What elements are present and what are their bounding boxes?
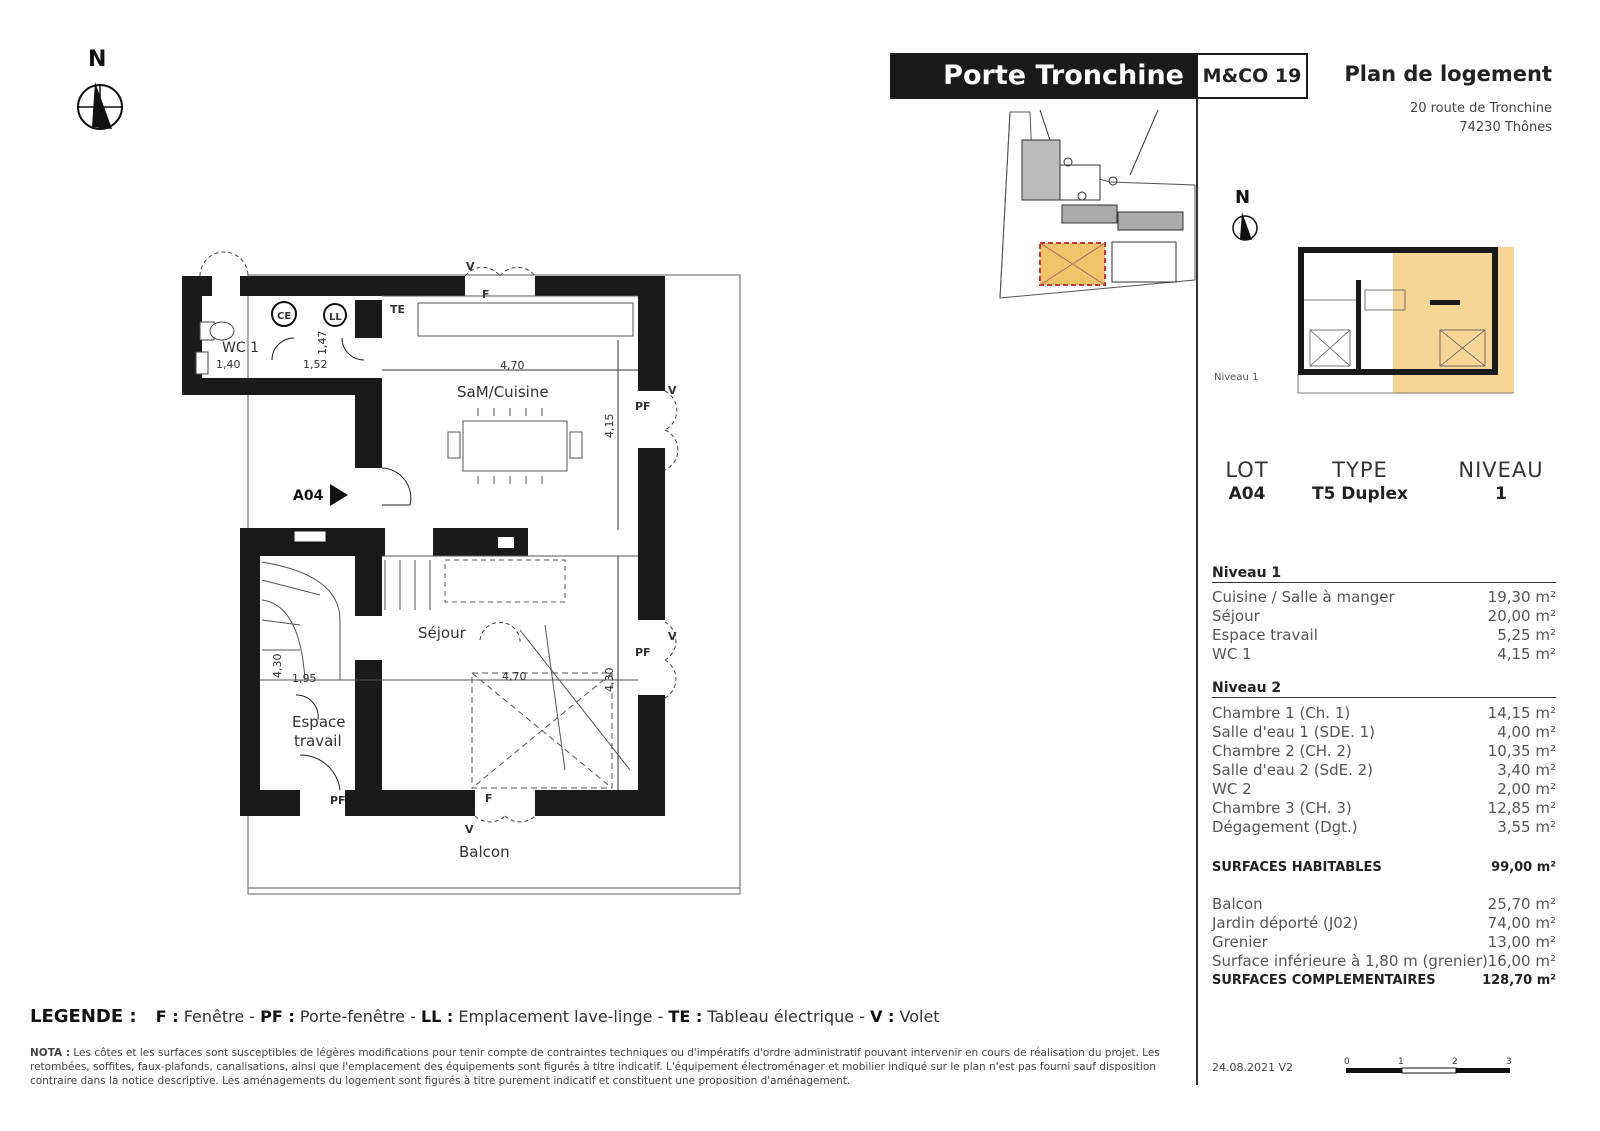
legend-text: Volet bbox=[899, 1007, 940, 1026]
key-plan-level-label: Niveau 1 bbox=[1214, 372, 1259, 383]
surface-value: 74,00 m² bbox=[1487, 914, 1556, 932]
label-te: TE bbox=[390, 303, 406, 316]
scale-tick-3: 3 bbox=[1506, 1057, 1512, 1067]
level-column bbox=[1446, 458, 1556, 504]
surface-label: Salle d'eau 1 (SDE. 1) bbox=[1212, 723, 1376, 741]
level-value: 1 bbox=[1495, 484, 1507, 504]
scale-tick-0: 0 bbox=[1344, 1057, 1350, 1067]
scale-tick-2: 2 bbox=[1452, 1057, 1458, 1067]
label-espace-1: Espace bbox=[292, 713, 346, 731]
nota-text: Les côtes et les surfaces sont susceptibles de légères modifications pour tenir compte de contraintes techniques ou d'impératifs d'ordre administratif pouvant intervenir en cours de réalisation du projet. Les retombées, soffites, faux-plafonds, canalisations, ainsi que l'emplacement des équipements sont figurés à titre indicatif. L'équipement électroménager et mobilier indiqué sur le plan n'est pas fourni sauf disposition contraire dans la notice descriptive. Les aménagements du logement sont figurés à titre purement indicatif et constituent une proposition d'aménagement. bbox=[30, 1047, 1160, 1087]
label-ll: LL bbox=[329, 312, 342, 323]
surface-value: 19,30 m² bbox=[1487, 588, 1556, 606]
surface-label: Grenier bbox=[1212, 933, 1268, 951]
dim-sejour-width: 4,70 bbox=[502, 670, 527, 683]
surface-value: 3,40 m² bbox=[1497, 761, 1556, 779]
lot-header: LOT bbox=[1225, 458, 1269, 482]
surface-value: 14,15 m² bbox=[1487, 704, 1556, 722]
nota bbox=[30, 1046, 1190, 1088]
surface-value: 12,85 m² bbox=[1487, 799, 1556, 817]
label-sejour: Séjour bbox=[418, 624, 466, 642]
dim-sam-height: 4,15 bbox=[603, 413, 616, 438]
legend-title: LEGENDE : bbox=[30, 1006, 137, 1027]
surface-value: 3,55 m² bbox=[1497, 818, 1556, 836]
doc-title: Plan de logement bbox=[1344, 62, 1552, 86]
column-divider bbox=[1196, 99, 1198, 1085]
label-ce: CE bbox=[277, 311, 292, 322]
dim-espace-width: 1,95 bbox=[292, 672, 317, 685]
label-balcon: Balcon bbox=[459, 843, 510, 861]
level-header: NIVEAU bbox=[1458, 458, 1544, 482]
label-sam: SaM/Cuisine bbox=[457, 383, 549, 401]
surface-value: 16,00 m² bbox=[1487, 952, 1556, 970]
habitable-label: SURFACES HABITABLES bbox=[1212, 860, 1382, 875]
surface-label: Chambre 3 (CH. 3) bbox=[1212, 799, 1352, 817]
surface-label: Espace travail bbox=[1212, 626, 1318, 644]
label-espace-2: travail bbox=[294, 732, 342, 750]
type-value: T5 Duplex bbox=[1311, 484, 1409, 504]
dim-sam-width: 4,70 bbox=[500, 359, 525, 372]
surface-label: Balcon bbox=[1212, 895, 1263, 913]
type-column bbox=[1300, 458, 1420, 504]
complementary-label: SURFACES COMPLEMENTAIRES bbox=[1212, 973, 1436, 988]
surface-value: 20,00 m² bbox=[1487, 607, 1556, 625]
legend-text: Porte-fenêtre bbox=[299, 1007, 406, 1026]
label-f-top: F bbox=[482, 288, 490, 301]
legend-text: Fenêtre bbox=[183, 1007, 245, 1026]
surface-value: 10,35 m² bbox=[1487, 742, 1556, 760]
label-entry: A04 bbox=[293, 488, 324, 504]
dim-wc-width: 1,40 bbox=[216, 358, 241, 371]
label-v-bottom: V bbox=[465, 823, 474, 836]
dim-wc-height: 1,47 bbox=[316, 330, 329, 355]
habitable-value: 99,00 m² bbox=[1491, 860, 1556, 875]
surface-value: 5,25 m² bbox=[1497, 626, 1556, 644]
legend-code: F : bbox=[155, 1007, 179, 1026]
level1-title: Niveau 1 bbox=[1212, 565, 1556, 583]
surface-label: WC 2 bbox=[1212, 780, 1252, 798]
north-compass bbox=[78, 47, 122, 129]
north-label: N bbox=[88, 47, 107, 72]
site-north-label: N bbox=[1235, 187, 1251, 208]
label-v-right-2: V bbox=[668, 630, 677, 643]
surface-value: 13,00 m² bbox=[1487, 933, 1556, 951]
project-title: Porte Tronchine bbox=[890, 53, 1196, 99]
legend-code: PF : bbox=[260, 1007, 295, 1026]
legend-code: V : bbox=[870, 1007, 895, 1026]
scale-tick-1: 1 bbox=[1398, 1057, 1404, 1067]
site-plan bbox=[1000, 110, 1195, 298]
label-v-top: V bbox=[466, 260, 475, 273]
dining-table bbox=[448, 408, 582, 484]
label-v-right-1: V bbox=[668, 384, 677, 397]
surface-label: WC 1 bbox=[1212, 645, 1252, 663]
dim-sejour-height: 4,30 bbox=[603, 667, 616, 692]
surface-value: 2,00 m² bbox=[1497, 780, 1556, 798]
label-pf-right-2: PF bbox=[635, 646, 651, 659]
label-pf-bottom: PF bbox=[330, 794, 346, 807]
nota-label: NOTA : bbox=[30, 1047, 71, 1059]
address-line-1: 20 route de Tronchine bbox=[1409, 101, 1552, 116]
wall-duct bbox=[498, 537, 514, 548]
legend-text: Tableau électrique bbox=[707, 1007, 855, 1026]
label-f-bottom: F bbox=[485, 792, 493, 805]
site-north-compass bbox=[1233, 187, 1257, 240]
entry-arrow bbox=[330, 484, 348, 506]
dim-espace-height: 4,30 bbox=[271, 653, 284, 678]
legend: LEGENDE : F : Fenêtre - PF : Porte-fenêtre - LL : Emplacement lave-linge - TE : Tableau électrique - V : Volet bbox=[30, 1006, 940, 1027]
walls bbox=[182, 276, 665, 816]
legend-code: LL : bbox=[420, 1007, 454, 1026]
surface-label: Surface inférieure à 1,80 m (grenier) bbox=[1212, 952, 1488, 970]
lot-column bbox=[1212, 458, 1282, 504]
lot-value: A04 bbox=[1228, 484, 1266, 504]
surface-label: Cuisine / Salle à manger bbox=[1212, 588, 1395, 606]
developer-code: M&CO 19 bbox=[1196, 53, 1308, 99]
surface-label: Chambre 1 (Ch. 1) bbox=[1212, 704, 1351, 722]
surface-label: Jardin déporté (J02) bbox=[1212, 914, 1359, 932]
surface-value: 25,70 m² bbox=[1487, 895, 1556, 913]
surface-label: Séjour bbox=[1212, 607, 1260, 625]
dim-ce: 1,52 bbox=[303, 358, 328, 371]
label-pf-right-1: PF bbox=[635, 400, 651, 413]
complementary-value: 128,70 m² bbox=[1482, 973, 1556, 988]
surface-value: 4,00 m² bbox=[1497, 723, 1556, 741]
level2-title: Niveau 2 bbox=[1212, 680, 1556, 698]
type-header: TYPE bbox=[1332, 458, 1388, 482]
revision-date: 24.08.2021 V2 bbox=[1212, 1061, 1294, 1074]
scale-bar bbox=[1344, 1057, 1512, 1073]
surface-label: Dégagement (Dgt.) bbox=[1212, 818, 1358, 836]
surface-label: Chambre 2 (CH. 2) bbox=[1212, 742, 1352, 760]
address-line-2: 74230 Thônes bbox=[1459, 120, 1552, 135]
legend-text: Emplacement lave-linge bbox=[458, 1007, 653, 1026]
label-wc: WC 1 bbox=[222, 340, 259, 356]
wall-vent bbox=[295, 532, 325, 541]
surface-label: Salle d'eau 2 (SdE. 2) bbox=[1212, 761, 1374, 779]
key-plan bbox=[1214, 247, 1514, 393]
surface-value: 4,15 m² bbox=[1497, 645, 1556, 663]
legend-code: TE : bbox=[668, 1007, 703, 1026]
